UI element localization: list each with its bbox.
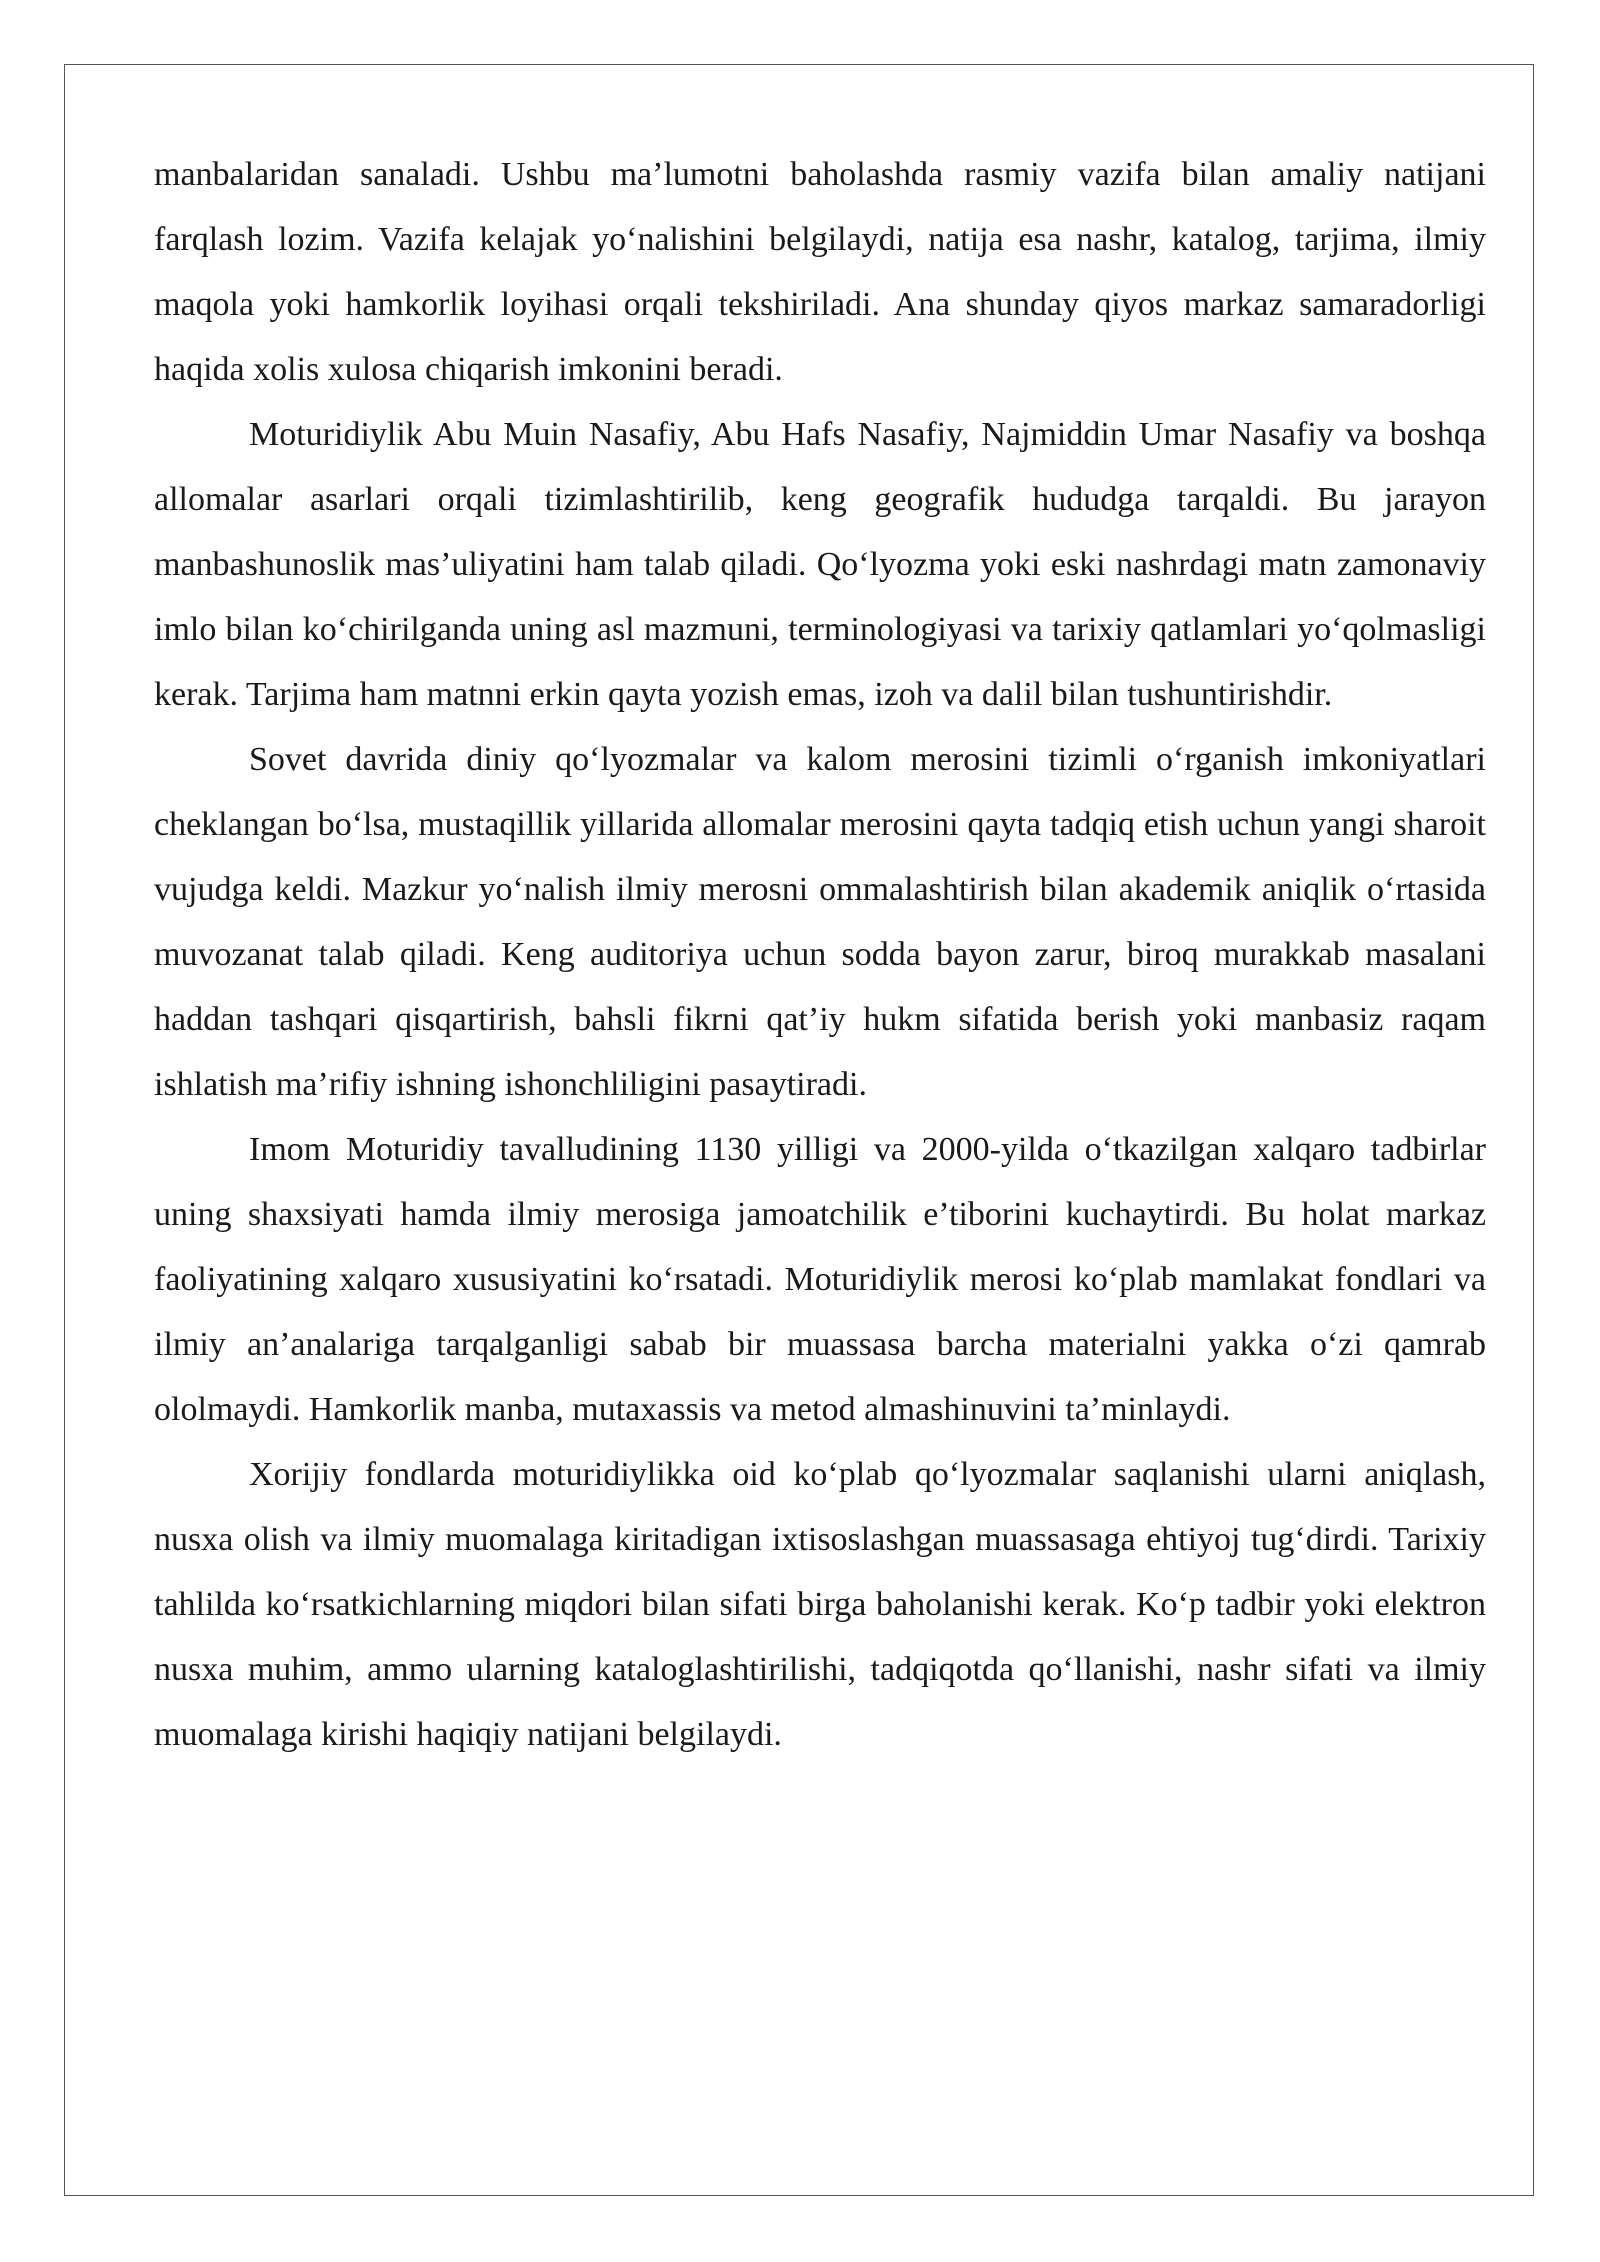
paragraph: Xorijiy fondlarda moturidiylikka oid ko‘plab qo‘lyozmalar saqlanishi ularni aniqlash, nusxa olish va ilmiy muomalaga kiritadigan ixtisoslashgan muassasaga ehtiyoj tug‘dirdi. Tarixiy tahlilda ko‘rsatkichlarning miqdori bilan sifati birga baholanishi kerak. Ko‘p tadbir yoki elektron nusxa muhim, ammo ularning kataloglashtirilishi, tadqiqotda qo‘llanishi, nashr sifati va ilmiy muomalaga kirishi haqiqiy natijani belgilaydi. <box>154 1456 1486 1753</box>
paragraph: manbalaridan sanaladi. Ushbu ma’lumotni baholashda rasmiy vazifa bilan amaliy natijani farqlash lozim. Vazifa kelajak yo‘nalishini belgilaydi, natija esa nashr, katalog, tarjima, ilmiy maqola yoki hamkorlik loyihasi orqali tekshiriladi. Ana shunday qiyos markaz samaradorligi haqida xolis xulosa chiqarish imkonini beradi. <box>154 156 1486 388</box>
paragraph: Imom Moturidiy tavalludining 1130 yilligi va 2000-yilda o‘tkazilgan xalqaro tadbirlar uning shaxsiyati hamda ilmiy merosiga jamoatchilik e’tiborini kuchaytirdi. Bu holat markaz faoliyatining xalqaro xususiyatini ko‘rsatadi. Moturidiylik merosi ko‘plab mamlakat fondlari va ilmiy an’analariga tarqalganligi sabab bir muassasa barcha materialni yakka o‘zi qamrab ololmaydi. Hamkorlik manba, mutaxassis va metod almashinuvini ta’minlaydi. <box>154 1131 1486 1428</box>
document-body <box>154 142 1486 1767</box>
paragraph: Sovet davrida diniy qo‘lyozmalar va kalom merosini tizimli o‘rganish imkoniyatlari cheklangan bo‘lsa, mustaqillik yillarida allomalar merosini qayta tadqiq etish uchun yangi sharoit vujudga keldi. Mazkur yo‘nalish ilmiy merosni ommalashtirish bilan akademik aniqlik o‘rtasida muvozanat talab qiladi. Keng auditoriya uchun sodda bayon zarur, biroq murakkab masalani haddan tashqari qisqartirish, bahsli fikrni qat’iy hukm sifatida berish yoki manbasiz raqam ishlatish ma’rifiy ishning ishonchliligini pasaytiradi. <box>154 741 1486 1103</box>
paragraph: Moturidiylik Abu Muin Nasafiy, Abu Hafs Nasafiy, Najmiddin Umar Nasafiy va boshqa allomalar asarlari orqali tizimlashtirilib, keng geografik hududga tarqaldi. Bu jarayon manbashunoslik mas’uliyatini ham talab qiladi. Qo‘lyozma yoki eski nashrdagi matn zamonaviy imlo bilan ko‘chirilganda uning asl mazmuni, terminologiyasi va tarixiy qatlamlari yo‘qolmasligi kerak. Tarjima ham matnni erkin qayta yozish emas, izoh va dalil bilan tushuntirishdir. <box>154 416 1486 713</box>
